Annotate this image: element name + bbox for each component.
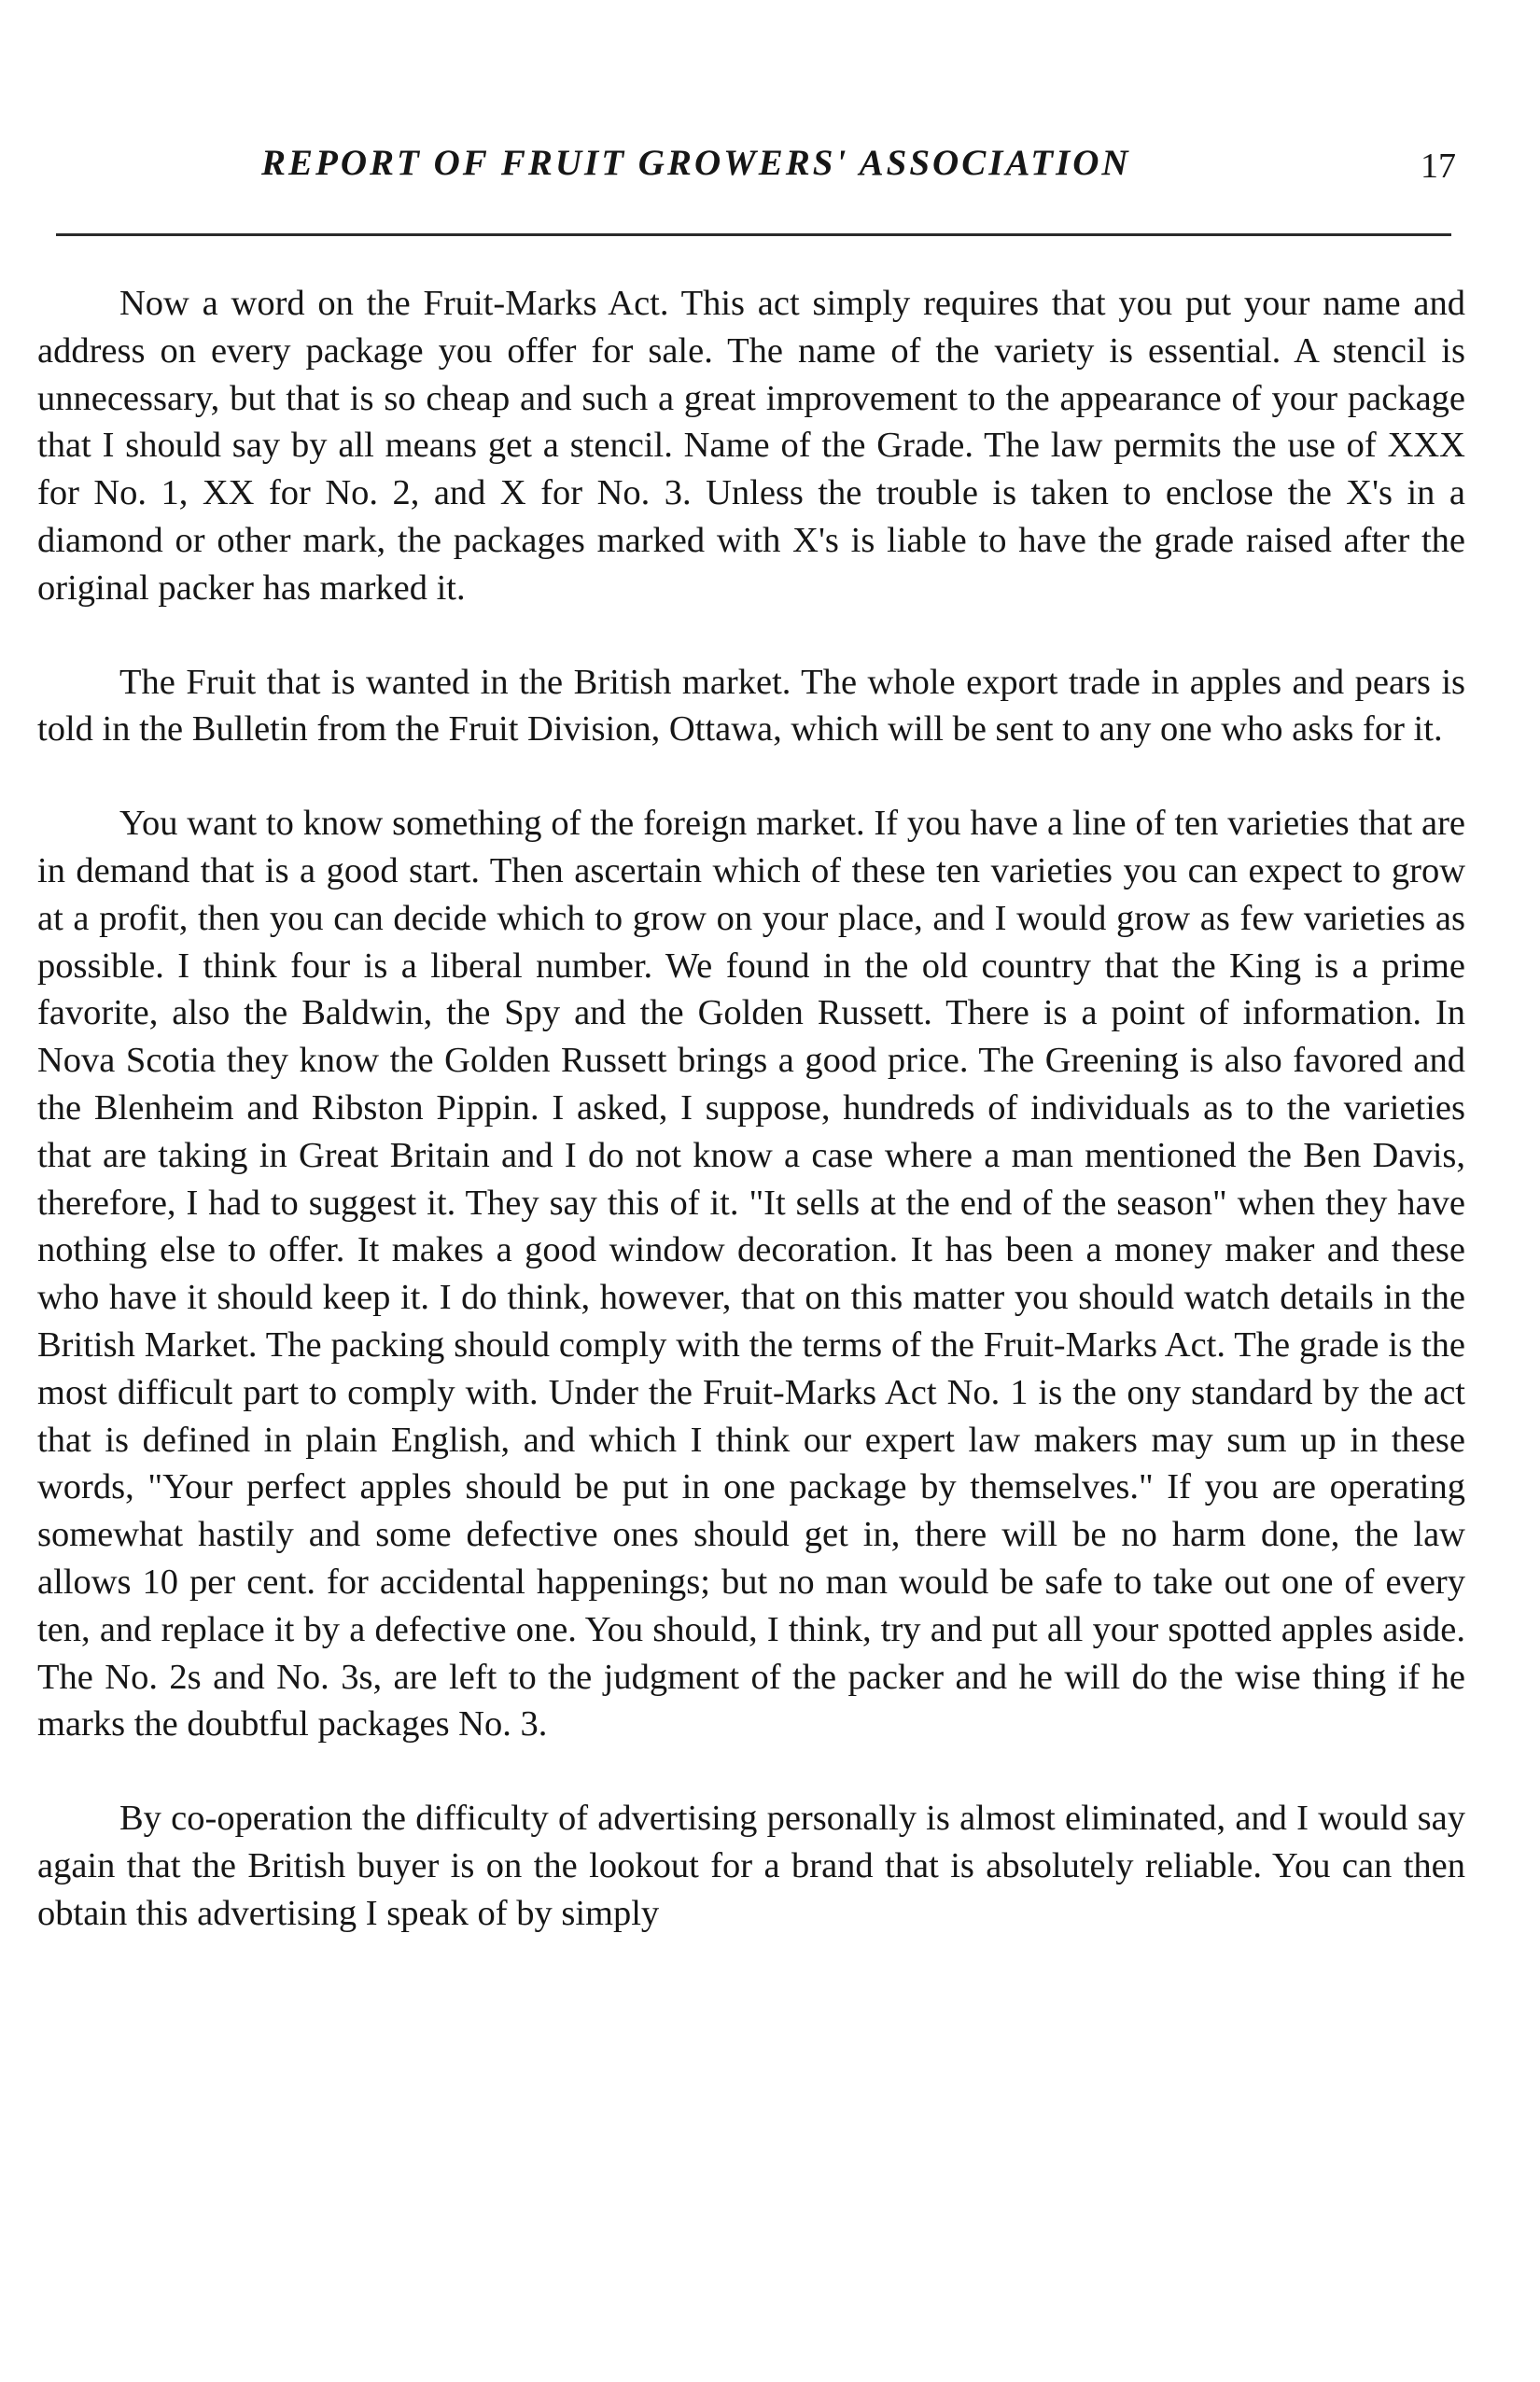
page-number: 17 — [1421, 147, 1456, 186]
paragraph-co-operation: By co-operation the difficulty of advertising personally is almost eliminated, and I would say again that the British buyer is on the lookout for a brand that is absolutely reliable. You can then obtain this advertising I speak of by simply — [37, 1799, 1465, 1933]
header-rule — [56, 233, 1451, 236]
paragraph-fruit-marks-act: Now a word on the Fruit-Marks Act. This act simply requires that you put your name and address on every package you offer for sale. The name of the variety is essential. A stencil is unnecessary, but that is so cheap and such a great improvement to the appearance of your package that I should say by all means get a stencil. Name of the Grade. The law permits the use of XXX for No. 1, XX for No. 2, and X for No. 3. Unless the trouble is taken to enclose the X's in a diamond or other mark, the packages marked with X's is liable to have the grade raised after the original packer has marked it. — [37, 284, 1465, 608]
paragraph-foreign-market: You want to know something of the foreign market. If you have a line of ten varieties that are in demand that is a good start. Then ascertain which of these ten varieties you can expect to grow at a profit, then you can decide which to grow on your place, and I would grow as few varieties as possible. I think four is a liberal number. We found in the old country that the King is a prime favorite, also the Baldwin, the Spy and the Golden Russett. There is a point of information. In Nova Scotia they know the Golden Russett brings a good price. The Greening is also favored and the Blenheim and Ribston Pippin. I asked, I suppose, hundreds of individuals as to the varieties that are taking in Great Britain and I do not know a case where a man mentioned the Ben Davis, therefore, I had to suggest it. They say this of it. "It sells at the end of the season" when they have nothing else to offer. It makes a good window decoration. It has been a money maker and these who have it should keep it. I do think, however, that on this matter you should watch details in the British Market. The packing should comply with the terms of the Fruit-Marks Act. The grade is the most difficult part to comply with. Under the Fruit-Marks Act No. 1 is the ony standard by the act that is defined in plain English, and which I think our expert law makers may sum up in these words, "Your perfect apples should be put in one package by themselves." If you are operating somewhat hastily and some defective ones should get in, there will be no harm done, the law allows 10 per cent. for accidental happenings; but no man would be safe to take out one of every ten, and replace it by a defective one. You should, I think, try and put all your spotted apples aside. The No. 2s and No. 3s, are left to the judgment of the packer and he will do the wise thing if he marks the doubtful packages No. 3. — [37, 804, 1465, 1744]
running-title: REPORT OF FRUIT GROWERS' ASSOCIATION — [261, 143, 1131, 183]
body-text — [37, 280, 1465, 1938]
book-page — [37, 0, 1465, 2382]
paragraph-british-market: The Fruit that is wanted in the British market. The whole export trade in apples and pears is told in the Bulletin from the Fruit Division, Ottawa, which will be sent to any one who asks for it. — [37, 662, 1465, 750]
page-header — [37, 140, 1465, 196]
